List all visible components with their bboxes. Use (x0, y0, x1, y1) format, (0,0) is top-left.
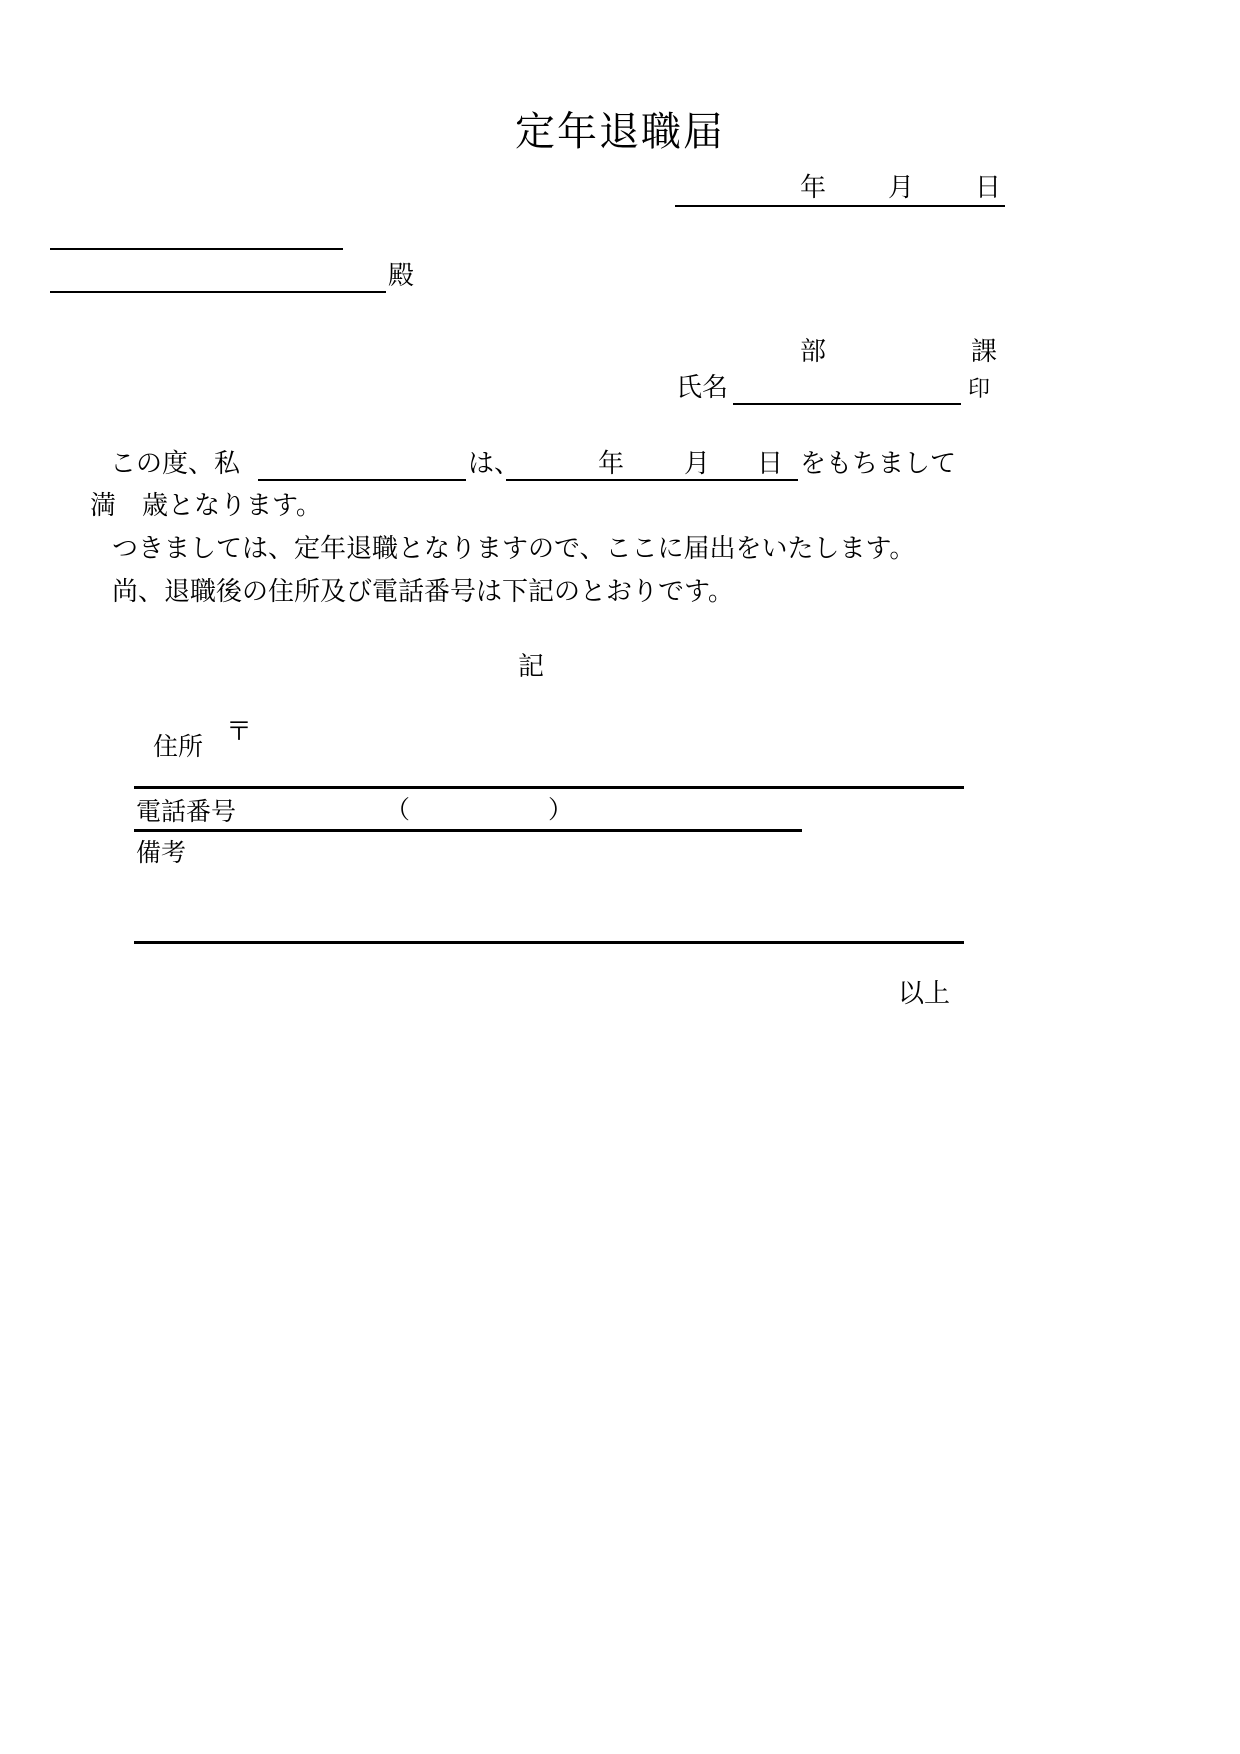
addressee-honorific: 殿 (388, 260, 415, 290)
phone-label: 電話番号 (136, 798, 237, 826)
date-year-label: 年 (800, 172, 827, 202)
remarks-rule[interactable] (134, 941, 964, 944)
date-fill-in-rule[interactable] (675, 205, 1005, 207)
date-month-label: 月 (888, 172, 915, 202)
page-title: 定年退職届 (515, 110, 725, 154)
submitter-name-rule[interactable] (733, 403, 961, 405)
addressee-line-1-rule[interactable] (50, 248, 343, 250)
postal-mark-icon: 〒 (226, 716, 253, 746)
submitter-seal-label: 印 (968, 376, 991, 401)
remarks-label: 備考 (136, 839, 187, 867)
submitter-name-label: 氏名 (676, 372, 729, 402)
submitter-section-label: 課 (971, 336, 998, 366)
body-line1-intro: この度、私 (110, 448, 241, 478)
date-day-label: 日 (975, 172, 1002, 202)
body-line1-name-rule[interactable] (258, 479, 466, 481)
body-line3: つきましては、定年退職となりますので、ここに届出をいたします。 (112, 533, 916, 563)
body-line1-date-rule[interactable] (506, 479, 798, 481)
phone-paren-close: ） (548, 796, 574, 824)
body-line1-year-label: 年 (598, 448, 625, 478)
addressee-line-2-rule[interactable] (50, 291, 386, 293)
body-line1-month-label: 月 (684, 448, 711, 478)
submitter-division-label: 部 (800, 336, 827, 366)
record-marker: 記 (518, 651, 545, 681)
address-label: 住所 (153, 733, 204, 761)
body-line2-age: 満 歳となります。 (90, 490, 322, 520)
body-line1-wa: は、 (468, 448, 521, 478)
body-line1-tail: をもちまして (800, 448, 957, 478)
phone-paren-open: （ (385, 796, 411, 824)
body-line4: 尚、退職後の住所及び電話番号は下記のとおりです。 (112, 576, 734, 606)
body-line1-day-label: 日 (757, 448, 784, 478)
address-rule[interactable] (134, 786, 964, 789)
phone-rule[interactable] (134, 829, 802, 832)
closing-text: 以上 (898, 978, 951, 1008)
